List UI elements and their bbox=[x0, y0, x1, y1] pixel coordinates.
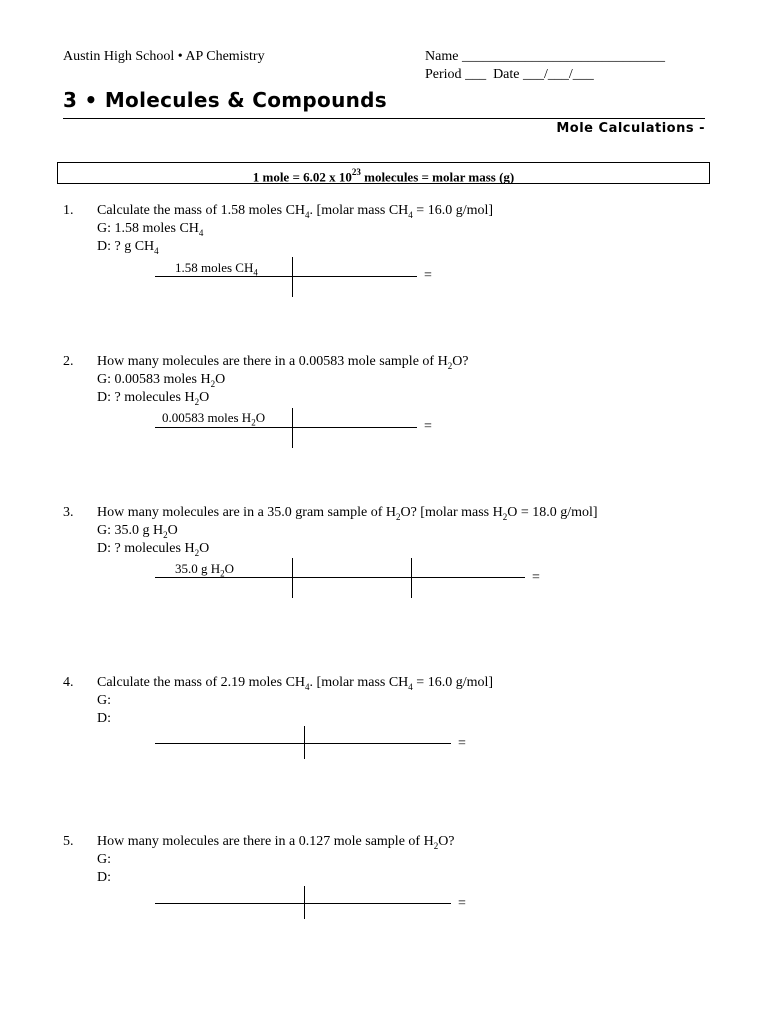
date-blank[interactable]: ___/___/___ bbox=[523, 67, 594, 82]
page-title: 3 • Molecules & Compounds bbox=[63, 88, 387, 112]
given-line: G: 35.0 g $H_2O$ bbox=[97, 523, 178, 540]
date-label: Date bbox=[493, 67, 520, 82]
equals-sign: = bbox=[458, 896, 466, 911]
equals-sign: = bbox=[532, 570, 540, 585]
equals-sign: = bbox=[424, 268, 432, 283]
question-number: 2. bbox=[63, 354, 74, 369]
question-5 bbox=[63, 833, 723, 893]
period-label: Period bbox=[425, 67, 462, 82]
question-number: 5. bbox=[63, 834, 74, 849]
given-line[interactable]: G: bbox=[97, 693, 111, 708]
desired-line[interactable]: D: bbox=[97, 711, 111, 726]
desired-line: D: ? g $CH_4$ bbox=[97, 239, 159, 256]
name-field[interactable] bbox=[425, 49, 665, 65]
factor-label-line bbox=[155, 276, 417, 277]
period-blank[interactable]: ___ bbox=[465, 67, 487, 82]
desired-line: D: ? molecules $H_2O$ bbox=[97, 541, 210, 558]
formula-part1: 1 mole = 6.02 x 10 bbox=[252, 169, 352, 185]
school-course-label: Austin High School • AP Chemistry bbox=[63, 49, 265, 64]
formula-part2: molecules = molar mass (g) bbox=[360, 169, 515, 185]
equals-sign: = bbox=[424, 419, 432, 434]
desired-line[interactable]: D: bbox=[97, 870, 111, 885]
factor-label-start: 0.00583 moles $H_2O$ bbox=[162, 410, 266, 428]
period-date-fields bbox=[425, 67, 594, 83]
factor-label-divider bbox=[292, 257, 293, 297]
question-text: How many molecules are there in a 0.127 mole sample of $H_2O$? bbox=[97, 834, 455, 851]
given-line: G: 1.58 moles $CH_4$ bbox=[97, 221, 204, 238]
factor-label-divider bbox=[304, 726, 305, 759]
question-text: Calculate the mass of 2.19 moles $CH_4$. [molar mass $CH_4 = 16.0$ g/mol] bbox=[97, 675, 494, 692]
question-1 bbox=[63, 202, 723, 262]
title-rule bbox=[63, 118, 705, 119]
given-line: G: 0.00583 moles $H_2O$ bbox=[97, 372, 226, 389]
factor-label-divider bbox=[304, 886, 305, 919]
formula-exponent: 23 bbox=[351, 167, 361, 177]
factor-label-line bbox=[155, 743, 451, 744]
question-text: How many molecules are there in a 0.00583 mole sample of $H_2O$? bbox=[97, 354, 469, 371]
given-line[interactable]: G: bbox=[97, 852, 111, 867]
question-number: 1. bbox=[63, 203, 74, 218]
question-3 bbox=[63, 504, 743, 564]
question-text: How many molecules are in a 35.0 gram sample of $H_2O$? [molar mass $H_2O = 18.0$ g/mol] bbox=[97, 505, 598, 522]
factor-label-line bbox=[155, 903, 451, 904]
factor-label-line bbox=[155, 577, 525, 578]
name-blank[interactable]: _____________________________ bbox=[461, 49, 665, 64]
factor-label-divider-1 bbox=[292, 558, 293, 598]
formula-box bbox=[57, 162, 710, 184]
question-text: Calculate the mass of 1.58 moles $CH_4$. [molar mass $CH_4 = 16.0$ g/mol] bbox=[97, 203, 494, 220]
name-label: Name bbox=[425, 49, 459, 64]
question-number: 4. bbox=[63, 675, 74, 690]
equals-sign: = bbox=[458, 736, 466, 751]
question-number: 3. bbox=[63, 505, 74, 520]
question-2 bbox=[63, 353, 723, 413]
factor-label-start: 35.0 g $H_2O$ bbox=[175, 561, 235, 579]
factor-label-divider-2 bbox=[411, 558, 412, 598]
factor-label-divider bbox=[292, 408, 293, 448]
question-4 bbox=[63, 674, 723, 734]
factor-label-start: 1.58 moles $CH_4$ bbox=[175, 260, 258, 278]
factor-label-line bbox=[155, 427, 417, 428]
desired-line: D: ? molecules $H_2O$ bbox=[97, 390, 210, 407]
page-subtitle: Mole Calculations - bbox=[556, 121, 705, 136]
